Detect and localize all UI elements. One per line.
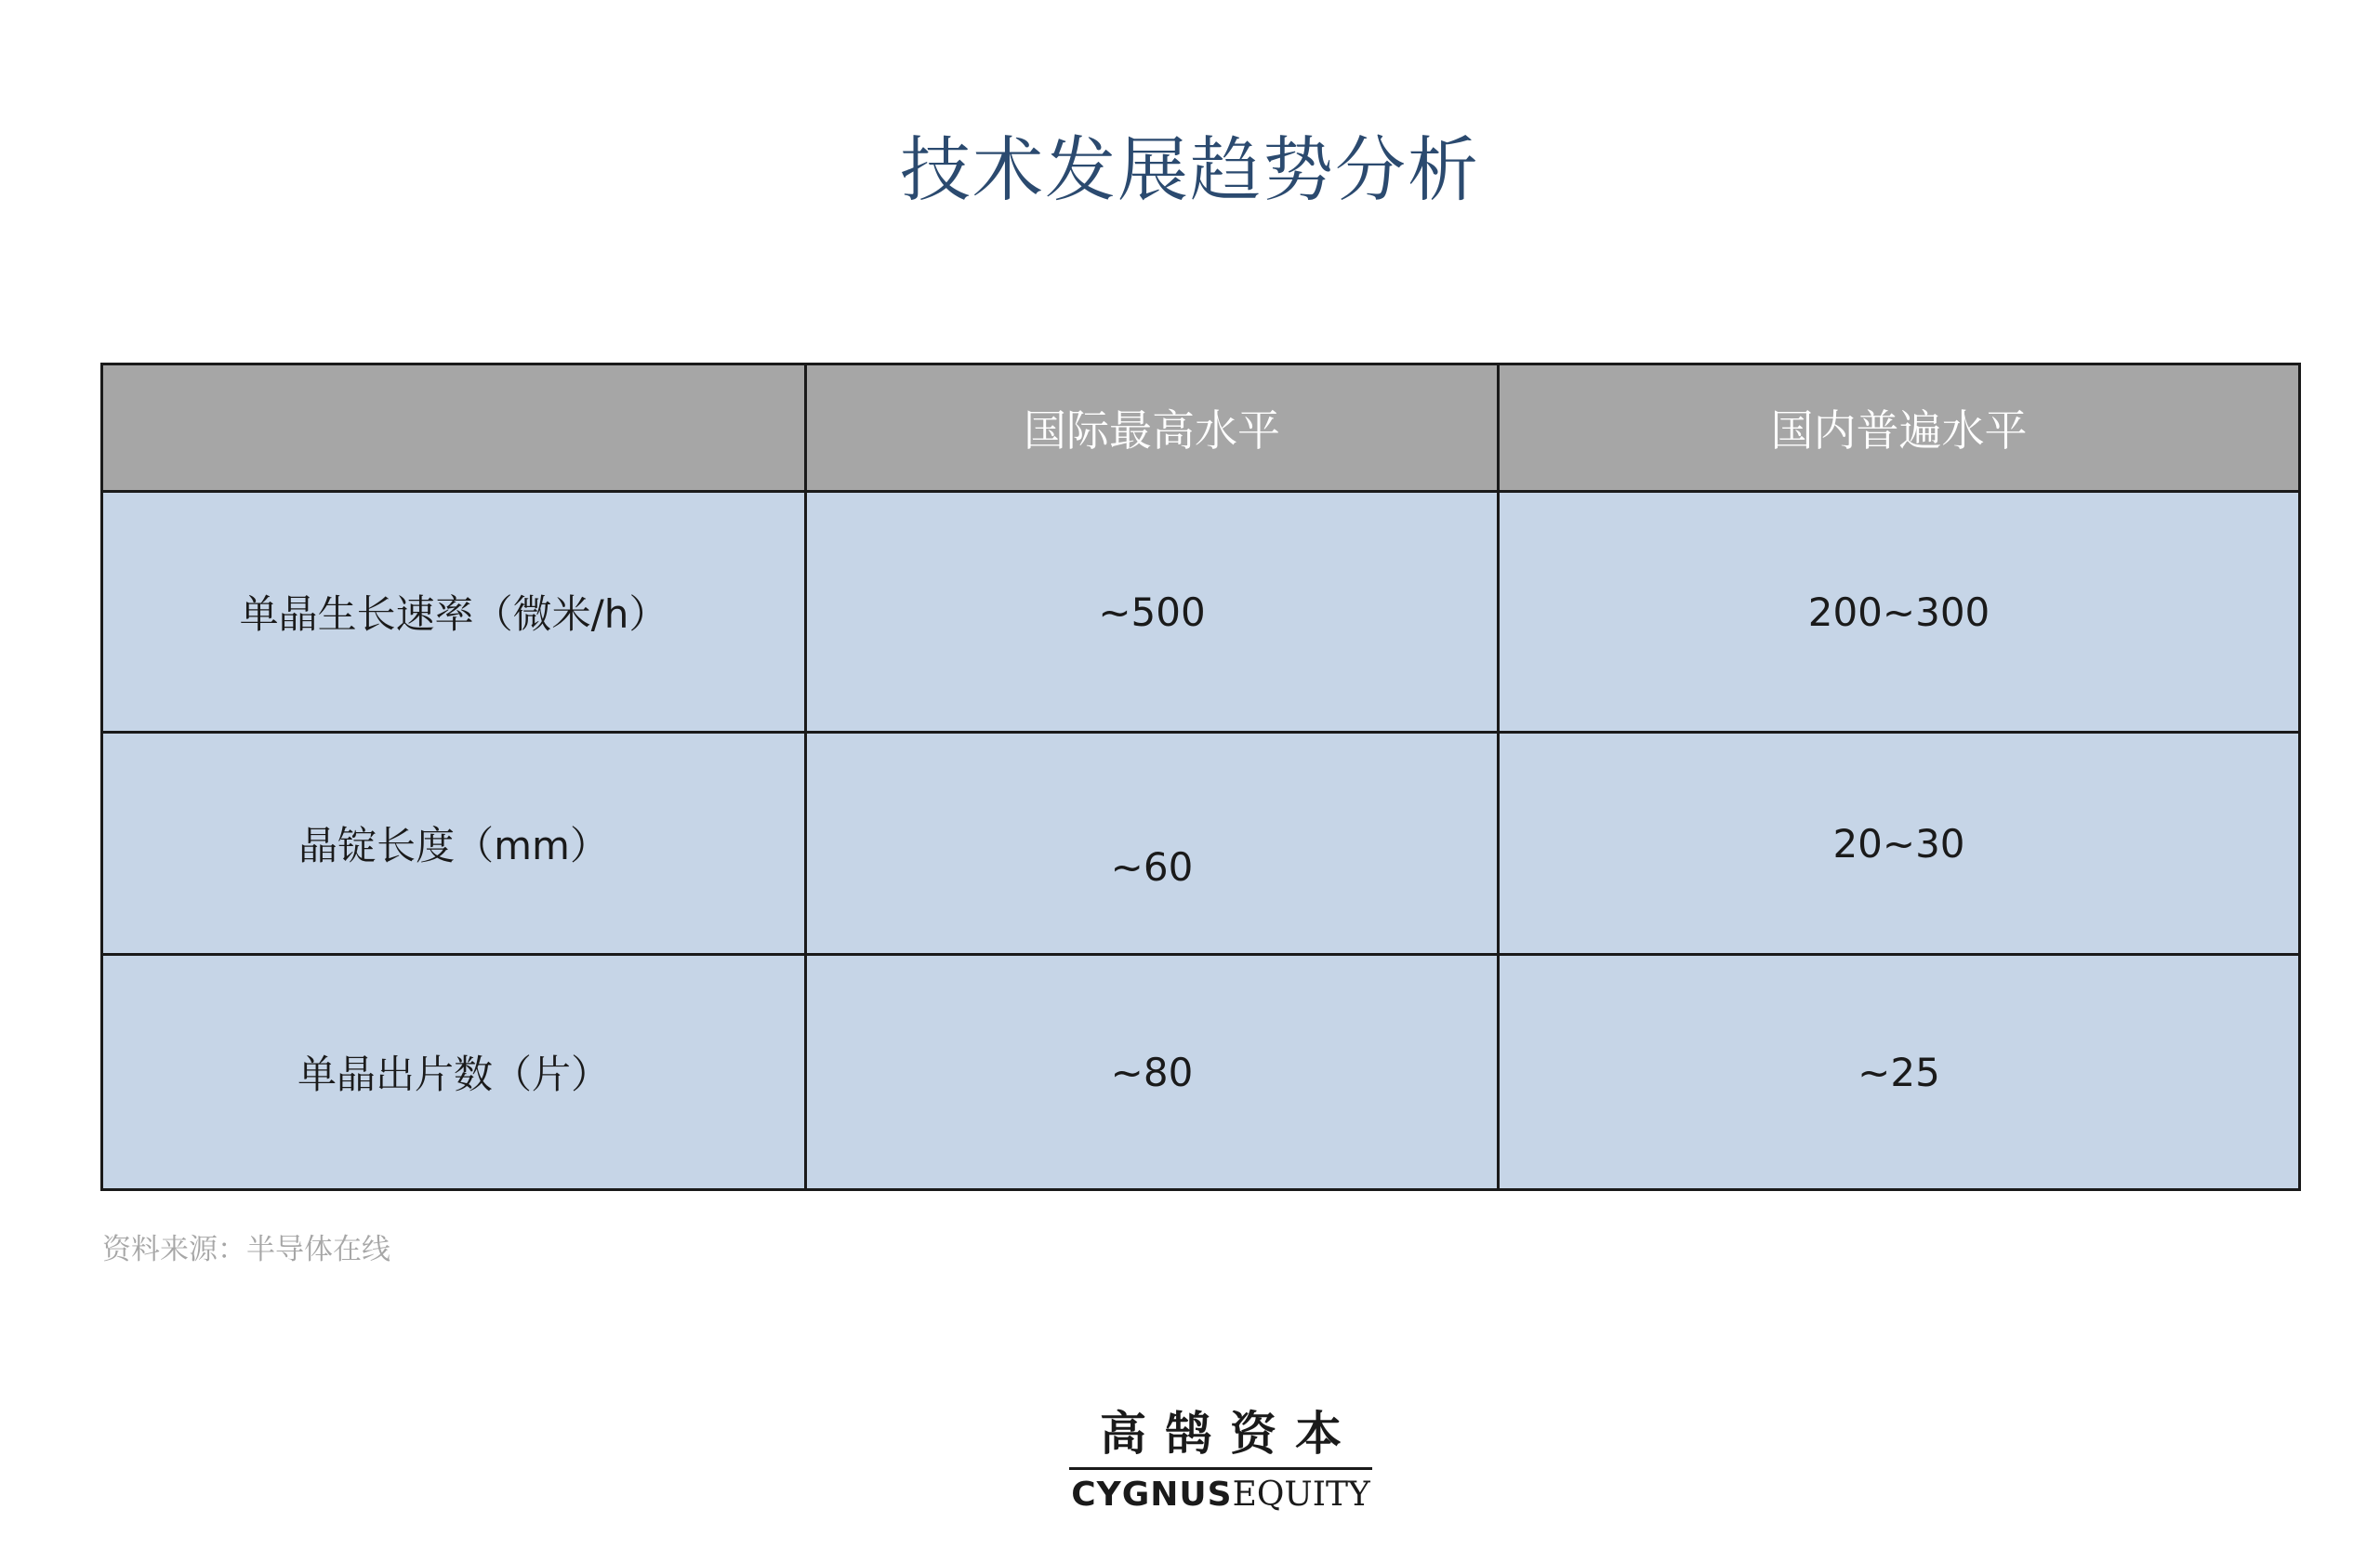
comparison-table — [100, 363, 2301, 1191]
table-row — [102, 733, 2300, 955]
domestic-value-cell: ~25 — [1499, 955, 2300, 1190]
logo-chinese-text: 高鹄资本 — [1100, 1406, 1360, 1461]
row-label-cell: 晶锭长度（mm） — [102, 733, 806, 955]
international-value-cell: ~500 — [806, 492, 1499, 733]
row-label-cell: 单晶出片数（片） — [102, 955, 806, 1190]
header-cell-international: 国际最高水平 — [806, 364, 1499, 492]
logo-divider — [1069, 1467, 1372, 1470]
comparison-table-container — [100, 363, 2298, 1191]
international-value-cell: ~80 — [806, 955, 1499, 1190]
logo-english-bold: CYGNUS — [1071, 1476, 1233, 1514]
header-cell-blank — [102, 364, 806, 492]
table-row — [102, 955, 2300, 1190]
page-title: 技术发展趋势分析 — [900, 128, 1480, 211]
header-cell-domestic: 国内普遍水平 — [1499, 364, 2300, 492]
international-value-text: ~60 — [1110, 843, 1194, 890]
company-logo — [1069, 1406, 1372, 1515]
table-row — [102, 492, 2300, 733]
table-header-row — [102, 364, 2300, 492]
logo-english-regular: EQUITY — [1232, 1476, 1370, 1514]
domestic-value-cell: 20~30 — [1499, 733, 2300, 955]
row-label-cell: 单晶生长速率（微米/h） — [102, 492, 806, 733]
logo-english-text — [1069, 1476, 1372, 1515]
international-value-cell — [806, 733, 1499, 955]
domestic-value-cell: 200~300 — [1499, 492, 2300, 733]
source-note: 资料来源：半导体在线 — [102, 1233, 390, 1266]
